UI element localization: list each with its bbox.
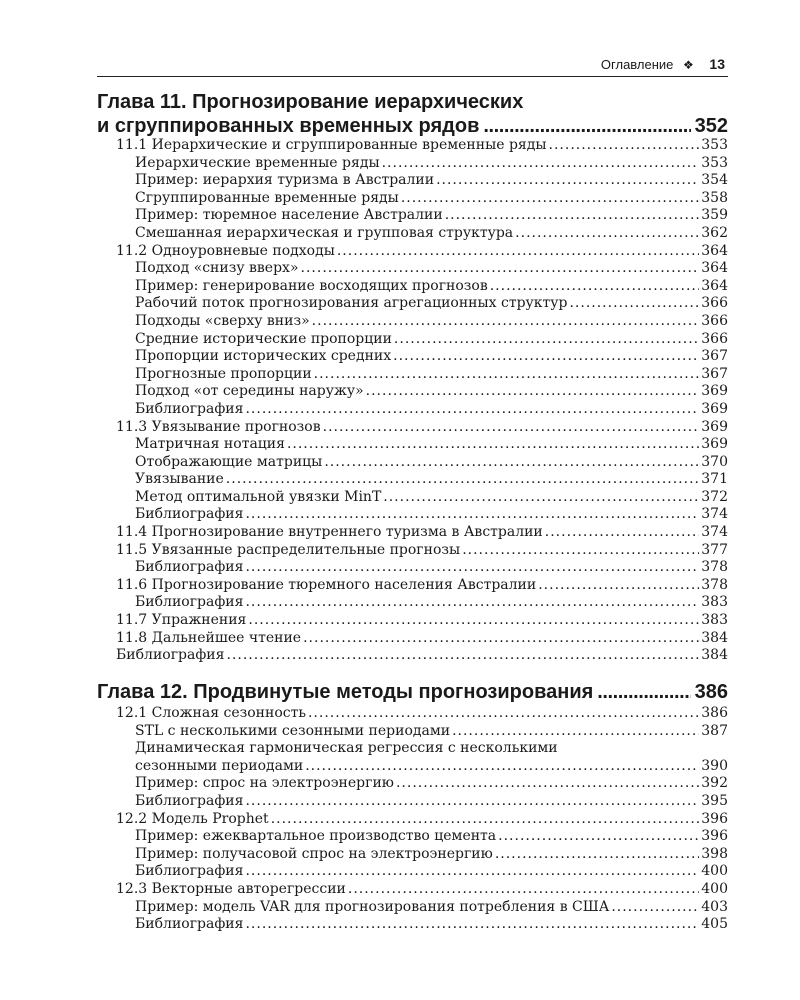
dot-leader <box>308 705 699 723</box>
dot-leader <box>324 454 699 472</box>
dot-leader <box>611 899 699 917</box>
dot-leader <box>495 846 699 864</box>
dot-leader <box>483 114 690 138</box>
toc-entry-title: 11.8 Дальнейшее чтение <box>116 629 302 646</box>
chapter-title-line <box>97 680 728 704</box>
toc-entry[interactable] <box>97 758 728 776</box>
toc-entry-page: 374 <box>701 506 728 523</box>
dot-leader <box>245 506 699 524</box>
toc-entry[interactable] <box>97 881 728 899</box>
toc-entry[interactable] <box>97 313 728 331</box>
dot-leader <box>515 225 699 243</box>
toc-entry-page: 398 <box>701 845 728 862</box>
dot-leader <box>305 758 699 776</box>
toc-entry[interactable] <box>97 295 728 313</box>
toc-entry-title: 11.3 Увязывание прогнозов <box>116 418 321 435</box>
toc-entry[interactable] <box>97 278 728 296</box>
page-header <box>97 55 728 77</box>
toc-entry-title: 11.7 Упражнения <box>116 612 247 629</box>
toc-entry-page: 370 <box>701 453 728 470</box>
chapter-page: 386 <box>694 681 728 703</box>
chapter-title: и сгруппированных временных рядов <box>97 115 480 137</box>
toc-entry-page: 405 <box>701 916 728 933</box>
toc-entry-page: 371 <box>701 471 728 488</box>
toc-entry-title: Смешанная иерархическая и групповая структура <box>135 224 514 241</box>
toc-entry-title: Пример: генерирование восходящих прогнозов <box>135 277 488 294</box>
toc-entry-title: 12.1 Сложная сезонность <box>116 705 306 721</box>
toc-entry-page: 362 <box>701 224 728 241</box>
chapter-title: Глава 12. Продвинутые методы прогнозирования <box>97 681 594 703</box>
toc-entry-title: Библиография <box>135 916 244 933</box>
dot-leader <box>436 172 699 190</box>
toc-entry[interactable] <box>97 172 728 190</box>
dot-leader <box>312 313 700 331</box>
toc-entry-title: Пример: тюремное население Австралии <box>135 207 443 224</box>
toc-entry-title: Увязывание <box>135 471 224 488</box>
dot-leader <box>303 630 699 648</box>
toc-entry-title: Подход «снизу вверх» <box>135 260 299 277</box>
toc-entry-title: Рабочий поток прогнозирования агрегационных структур <box>135 295 568 312</box>
toc-entry-page: 367 <box>701 348 728 365</box>
toc-entry-title: Пример: модель VAR для прогнозирования потребления в США <box>135 898 610 915</box>
toc-entry[interactable] <box>97 260 728 278</box>
dot-leader <box>393 348 699 366</box>
toc-entry[interactable] <box>97 506 728 524</box>
chapter-title-line <box>97 114 728 138</box>
toc-entry-page: 354 <box>701 172 728 189</box>
dot-leader <box>538 577 699 595</box>
page-number: 13 <box>709 56 725 72</box>
toc-entry-title: Метод оптимальной увязки MinT <box>135 488 382 505</box>
toc-entry-page: 364 <box>701 242 728 259</box>
ornament-icon: ❖ <box>683 58 694 72</box>
toc-entry-title: 12.3 Векторные авторегрессии <box>116 880 346 897</box>
toc-entry-page: 364 <box>701 260 728 277</box>
dot-leader <box>569 295 699 313</box>
toc-entry[interactable] <box>97 401 728 419</box>
toc-entry[interactable] <box>97 348 728 366</box>
toc-entry-page: 396 <box>701 828 728 845</box>
dot-leader <box>383 489 699 507</box>
toc-entry[interactable] <box>97 207 728 225</box>
toc-entry-title: 12.2 Модель Prophet <box>116 810 269 827</box>
toc-entry[interactable] <box>97 828 728 846</box>
toc-entry-title: Библиография <box>135 506 244 523</box>
toc-entry-page: 353 <box>701 137 728 153</box>
dot-leader <box>348 881 699 899</box>
running-title: Оглавление <box>600 57 674 72</box>
toc-entry[interactable] <box>97 225 728 243</box>
toc-entry[interactable] <box>97 489 728 507</box>
toc-entry-page: 384 <box>701 647 728 664</box>
toc-entry[interactable] <box>97 723 728 741</box>
toc-entry-title: Иерархические временные ряды <box>135 154 380 171</box>
dot-leader <box>490 278 700 296</box>
chapter-12-entries <box>97 705 728 934</box>
dot-leader <box>245 401 699 419</box>
toc-entry[interactable] <box>97 612 728 630</box>
toc-entry-page: 400 <box>701 880 728 897</box>
toc-entry-title: 11.5 Увязанные распределительные прогнозы <box>116 541 461 558</box>
dot-leader <box>245 559 699 577</box>
toc-entry-title: STL с несколькими сезонными периодами <box>135 722 451 739</box>
toc-entry-title: 11.1 Иерархические и сгруппированные временные ряды <box>116 137 547 153</box>
chapter-page: 352 <box>694 115 728 137</box>
chapter-12-heading[interactable] <box>97 680 728 704</box>
toc-entry-page: 403 <box>701 898 728 915</box>
toc-entry[interactable] <box>97 740 728 758</box>
dot-leader <box>452 723 699 741</box>
toc-entry-title: Пример: ежеквартальное производство цемента <box>135 828 497 845</box>
toc-entry-title: Библиография <box>135 863 244 880</box>
dot-leader <box>271 811 700 829</box>
toc-entry-page: 364 <box>701 277 728 294</box>
header-rule <box>97 76 728 77</box>
toc-entry-page: 372 <box>701 488 728 505</box>
toc-entry-page: 377 <box>701 541 728 558</box>
dot-leader <box>287 436 699 454</box>
dot-leader <box>396 775 699 793</box>
running-header <box>601 55 725 74</box>
toc-entry-page: 366 <box>701 330 728 347</box>
toc-entry-title: Прогнозные пропорции <box>135 365 312 382</box>
dot-leader <box>597 680 690 704</box>
dot-leader <box>445 207 700 225</box>
toc-entry-page: 366 <box>701 312 728 329</box>
toc-entry-page: 378 <box>701 559 728 576</box>
toc-entry[interactable] <box>97 243 728 261</box>
toc-entry[interactable] <box>97 846 728 864</box>
toc-entry-page: 374 <box>701 524 728 541</box>
dot-leader <box>245 594 699 612</box>
toc-entry[interactable] <box>97 811 728 829</box>
toc-entry-page: 383 <box>701 612 728 629</box>
dot-leader <box>314 366 700 384</box>
dot-leader <box>323 419 700 437</box>
toc-entry-title: Матричная нотация <box>135 436 285 453</box>
toc-entry-title: Пример: получасовой спрос на электроэнергию <box>135 845 493 862</box>
toc-entry[interactable] <box>97 863 728 881</box>
dot-leader <box>462 542 699 560</box>
toc-entry-page: 369 <box>701 418 728 435</box>
toc-entry-title: Библиография <box>116 647 225 664</box>
dot-leader <box>245 863 699 881</box>
toc-entry[interactable] <box>97 705 728 723</box>
toc-entry-page: 386 <box>701 705 728 721</box>
dot-leader <box>301 260 700 278</box>
toc-entry-page: 378 <box>701 576 728 593</box>
toc-entry-title: Отображающие матрицы <box>135 453 323 470</box>
toc-entry-page: 369 <box>701 400 728 417</box>
toc-entry-title: Подход «от середины наружу» <box>135 383 364 400</box>
toc-entry-page: 387 <box>701 722 728 739</box>
toc-entry-page: 358 <box>701 189 728 206</box>
toc-entry[interactable] <box>97 331 728 349</box>
toc-entry-title: Библиография <box>135 559 244 576</box>
dot-leader <box>248 612 699 630</box>
toc-entry[interactable] <box>97 559 728 577</box>
toc-entry-page: 369 <box>701 436 728 453</box>
toc-entry[interactable] <box>97 775 728 793</box>
toc-entry-page: 369 <box>701 383 728 400</box>
toc-entry-page: 395 <box>701 792 728 809</box>
toc-entry-page: 366 <box>701 295 728 312</box>
toc-entry-title: 11.6 Прогнозирование тюремного населения Австралии <box>116 576 537 593</box>
toc-entry[interactable] <box>97 899 728 917</box>
toc-entry-page: 359 <box>701 207 728 224</box>
dot-leader <box>394 331 699 349</box>
dot-leader <box>401 190 699 208</box>
toc-entry-page: 396 <box>701 810 728 827</box>
toc-entry-title: 11.4 Прогнозирование внутреннего туризма в Австралии <box>116 524 543 541</box>
toc-entry[interactable] <box>97 471 728 489</box>
toc-entry-title: 11.2 Одноуровневые подходы <box>116 242 335 259</box>
toc-entry[interactable] <box>97 436 728 454</box>
toc-entry[interactable] <box>97 542 728 560</box>
chapter-title-line <box>97 90 728 114</box>
dot-leader <box>366 383 700 401</box>
dot-leader <box>245 793 699 811</box>
toc-entry-title: Библиография <box>135 594 244 611</box>
dot-leader <box>498 828 699 846</box>
toc-entry[interactable] <box>97 577 728 595</box>
toc-entry[interactable] <box>97 793 728 811</box>
toc-entry-title: Библиография <box>135 792 244 809</box>
toc-entry-title: Пример: спрос на электроэнергию <box>135 775 394 792</box>
toc-entry-title: сезонными периодами <box>135 757 304 774</box>
dot-leader <box>545 524 699 542</box>
chapter-11-entries <box>97 137 728 665</box>
dot-leader <box>549 137 700 155</box>
toc-entry-title: Подходы «сверху вниз» <box>135 312 310 329</box>
toc-entry-title: Библиография <box>135 400 244 417</box>
toc-entry[interactable] <box>97 916 728 934</box>
toc-entry[interactable] <box>97 190 728 208</box>
toc-entry-page: 353 <box>701 154 728 171</box>
toc-entry-title: Пропорции исторических средних <box>135 348 392 365</box>
toc-entry[interactable] <box>97 524 728 542</box>
toc-entry-page: 383 <box>701 594 728 611</box>
toc-entry-page: 384 <box>701 629 728 646</box>
dot-leader <box>226 471 699 489</box>
toc-entry[interactable] <box>97 137 728 155</box>
dot-leader <box>382 155 700 173</box>
toc-entry-page: 400 <box>701 863 728 880</box>
chapter-11-heading[interactable] <box>97 90 728 138</box>
toc-entry-page: 390 <box>701 757 728 774</box>
toc-entry[interactable] <box>97 366 728 384</box>
toc-entry-page: 367 <box>701 365 728 382</box>
toc-entry-title: Сгруппированные временные ряды <box>135 189 399 206</box>
dot-leader <box>226 647 699 665</box>
toc-entry-title: Средние исторические пропорции <box>135 330 392 347</box>
toc-entry-title: Пример: иерархия туризма в Австралии <box>135 172 435 189</box>
toc-entry-page: 392 <box>701 775 728 792</box>
toc-entry[interactable] <box>97 383 728 401</box>
toc-entry[interactable] <box>97 155 728 173</box>
chapter-title: Глава 11. Прогнозирование иерархических <box>97 91 524 113</box>
toc-entry[interactable] <box>97 419 728 437</box>
dot-leader <box>245 916 699 934</box>
toc-entry[interactable] <box>97 630 728 648</box>
toc-entry[interactable] <box>97 594 728 612</box>
toc-entry[interactable] <box>97 454 728 472</box>
toc-entry[interactable] <box>97 647 728 665</box>
dot-leader <box>337 243 699 261</box>
toc-entry-title: Динамическая гармоническая регрессия с несколькими <box>135 740 558 757</box>
